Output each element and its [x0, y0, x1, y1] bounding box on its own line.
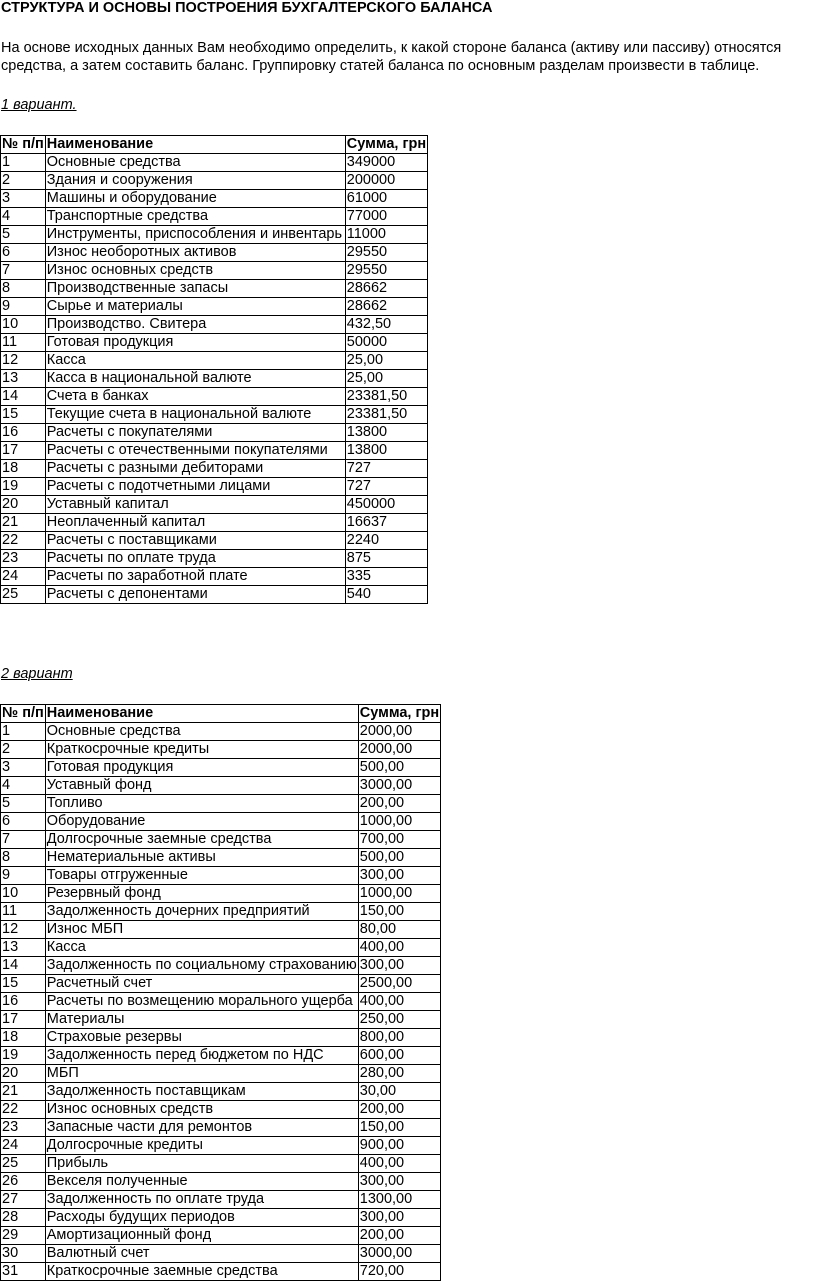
row-number: 22 — [1, 532, 46, 550]
item-name: Задолженность поставщикам — [45, 1083, 358, 1101]
table-row — [1, 532, 428, 550]
item-sum: 200,00 — [358, 795, 440, 813]
item-sum: 16637 — [345, 514, 427, 532]
item-sum: 2500,00 — [358, 975, 440, 993]
item-name: Материалы — [45, 1011, 358, 1029]
item-name: Долгосрочные кредиты — [45, 1137, 358, 1155]
item-sum: 727 — [345, 478, 427, 496]
table-row — [1, 172, 428, 190]
row-number: 10 — [1, 316, 46, 334]
table-row — [1, 1011, 441, 1029]
item-name: Задолженность по оплате труда — [45, 1191, 358, 1209]
item-name: Износ основных средств — [45, 1101, 358, 1119]
variant-2-label: 2 вариант — [1, 666, 73, 682]
row-number: 6 — [1, 813, 46, 831]
row-number: 6 — [1, 244, 46, 262]
item-sum: 900,00 — [358, 1137, 440, 1155]
row-number: 17 — [1, 442, 46, 460]
item-name: Задолженность перед бюджетом по НДС — [45, 1047, 358, 1065]
item-sum: 28662 — [345, 298, 427, 316]
table-row — [1, 262, 428, 280]
table-row — [1, 975, 441, 993]
item-name: Касса — [45, 352, 345, 370]
table-row — [1, 723, 441, 741]
item-name: Задолженность по социальному страхованию — [46, 957, 357, 973]
row-number: 21 — [1, 514, 46, 532]
table-row — [1, 1191, 441, 1209]
item-sum: 400,00 — [358, 1155, 440, 1173]
item-name: Оборудование — [45, 813, 358, 831]
table-header-row — [1, 705, 441, 723]
row-number: 18 — [1, 1029, 46, 1047]
row-number: 22 — [1, 1101, 46, 1119]
row-number: 26 — [1, 1173, 46, 1191]
row-number: 3 — [1, 759, 46, 777]
item-sum: 400,00 — [358, 993, 440, 1011]
item-name: Прибыль — [45, 1155, 358, 1173]
item-name: Транспортные средства — [45, 208, 345, 226]
table-row — [1, 903, 441, 921]
item-sum: 1000,00 — [358, 885, 440, 903]
item-sum: 200,00 — [358, 1227, 440, 1245]
item-name: МБП — [45, 1065, 358, 1083]
row-number: 27 — [1, 1191, 46, 1209]
row-number: 11 — [1, 903, 46, 921]
row-number: 16 — [1, 424, 46, 442]
item-sum: 29550 — [345, 262, 427, 280]
row-number: 8 — [1, 280, 46, 298]
table-row — [1, 406, 428, 424]
table-row — [1, 1173, 441, 1191]
table-row — [1, 1101, 441, 1119]
row-number: 7 — [1, 831, 46, 849]
table-row — [1, 1137, 441, 1155]
item-sum: 400,00 — [358, 939, 440, 957]
item-name: Производство. Свитера — [45, 316, 345, 334]
item-sum: 432,50 — [345, 316, 427, 334]
item-name: Расчеты с покупателями — [45, 424, 345, 442]
row-number: 18 — [1, 460, 46, 478]
item-sum: 30,00 — [358, 1083, 440, 1101]
table-row — [1, 849, 441, 867]
item-sum: 2240 — [345, 532, 427, 550]
column-header-number: № п/п — [2, 705, 44, 721]
table-row — [1, 939, 441, 957]
row-number: 12 — [1, 352, 46, 370]
item-name: Расчеты по заработной плате — [45, 568, 345, 586]
item-name: Долгосрочные заемные средства — [45, 831, 358, 849]
item-name: Износ основных средств — [45, 262, 345, 280]
item-sum: 3000,00 — [358, 777, 440, 795]
table-row — [1, 921, 441, 939]
document-title: СТРУКТУРА И ОСНОВЫ ПОСТРОЕНИЯ БУХГАЛТЕРСКОГО БАЛАНСА — [1, 0, 493, 16]
row-number: 21 — [1, 1083, 46, 1101]
item-name: Расчеты с отечественными покупателями — [45, 442, 345, 460]
item-sum: 29550 — [345, 244, 427, 262]
item-sum: 200,00 — [358, 1101, 440, 1119]
item-sum: 450000 — [345, 496, 427, 514]
table-row — [1, 352, 428, 370]
item-sum: 250,00 — [358, 1011, 440, 1029]
item-name: Валютный счет — [45, 1245, 358, 1263]
variant-1-table-body — [1, 154, 428, 604]
item-sum: 11000 — [345, 226, 427, 244]
table-row — [1, 298, 428, 316]
row-number: 16 — [1, 993, 46, 1011]
item-name: Товары отгруженные — [45, 867, 358, 885]
row-number: 9 — [1, 867, 46, 885]
item-name: Расчеты по оплате труда — [45, 550, 345, 568]
row-number: 28 — [1, 1209, 46, 1227]
item-name: Амортизационный фонд — [45, 1227, 358, 1245]
table-row — [1, 741, 441, 759]
item-sum: 150,00 — [358, 1119, 440, 1137]
item-sum: 13800 — [345, 424, 427, 442]
row-number: 9 — [1, 298, 46, 316]
table-row — [1, 244, 428, 262]
table-row — [1, 885, 441, 903]
item-name: Запасные части для ремонтов — [45, 1119, 358, 1137]
table-row — [1, 190, 428, 208]
item-sum: 727 — [345, 460, 427, 478]
row-number: 13 — [1, 370, 46, 388]
item-sum: 300,00 — [358, 1209, 440, 1227]
variant-2-table — [0, 704, 441, 1281]
table-row — [1, 586, 428, 604]
table-row — [1, 1119, 441, 1137]
row-number: 5 — [1, 226, 46, 244]
item-name: Резервный фонд — [45, 885, 358, 903]
row-number: 23 — [1, 550, 46, 568]
table-row — [1, 795, 441, 813]
item-sum: 1300,00 — [358, 1191, 440, 1209]
item-sum: 280,00 — [358, 1065, 440, 1083]
item-name: Задолженность дочерних предприятий — [45, 903, 358, 921]
item-sum: 335 — [345, 568, 427, 586]
item-sum: 80,00 — [358, 921, 440, 939]
row-number: 30 — [1, 1245, 46, 1263]
item-sum: 500,00 — [358, 849, 440, 867]
item-name: Расчеты по возмещению морального ущерба — [45, 993, 358, 1011]
item-sum: 2000,00 — [358, 741, 440, 759]
table-row — [1, 496, 428, 514]
item-sum: 77000 — [345, 208, 427, 226]
table-row — [1, 1245, 441, 1263]
item-sum: 720,00 — [358, 1263, 440, 1281]
item-sum: 28662 — [345, 280, 427, 298]
row-number: 10 — [1, 885, 46, 903]
item-name: Нематериальные активы — [45, 849, 358, 867]
table-header-row — [1, 136, 428, 154]
table-row — [1, 514, 428, 532]
row-number: 20 — [1, 1065, 46, 1083]
item-sum: 600,00 — [358, 1047, 440, 1065]
item-name: Основные средства — [45, 723, 358, 741]
table-row — [1, 777, 441, 795]
column-header-name: Наименование — [45, 136, 345, 154]
item-sum: 13800 — [345, 442, 427, 460]
table-row — [1, 226, 428, 244]
item-name: Расходы будущих периодов — [45, 1209, 358, 1227]
row-number: 1 — [1, 723, 46, 741]
item-name: Готовая продукция — [45, 759, 358, 777]
row-number: 15 — [1, 406, 46, 424]
row-number: 15 — [1, 975, 46, 993]
row-number: 20 — [1, 496, 46, 514]
table-row — [1, 280, 428, 298]
table-row — [1, 1047, 441, 1065]
item-name: Страховые резервы — [45, 1029, 358, 1047]
item-sum: 300,00 — [358, 867, 440, 885]
item-name: Расчеты с разными дебиторами — [45, 460, 345, 478]
row-number: 2 — [1, 741, 46, 759]
variant-1-label: 1 вариант. — [1, 97, 77, 113]
item-sum: 150,00 — [358, 903, 440, 921]
row-number: 23 — [1, 1119, 46, 1137]
row-number: 2 — [1, 172, 46, 190]
item-name: Сырье и материалы — [45, 298, 345, 316]
row-number: 19 — [1, 478, 46, 496]
row-number: 7 — [1, 262, 46, 280]
table-row — [1, 154, 428, 172]
row-number: 25 — [1, 1155, 46, 1173]
row-number: 8 — [1, 849, 46, 867]
row-number: 17 — [1, 1011, 46, 1029]
row-number: 24 — [1, 568, 46, 586]
row-number: 29 — [1, 1227, 46, 1245]
table-row — [1, 442, 428, 460]
row-number: 4 — [1, 777, 46, 795]
table-row — [1, 460, 428, 478]
item-name: Износ необоротных активов — [45, 244, 345, 262]
table-row — [1, 993, 441, 1011]
item-sum: 300,00 — [358, 957, 440, 975]
item-sum: 23381,50 — [345, 388, 427, 406]
column-header-sum: Сумма, грн — [346, 136, 427, 152]
table-row — [1, 813, 441, 831]
column-header-name: Наименование — [45, 705, 358, 723]
column-header-number: № п/п — [2, 136, 44, 152]
table-row — [1, 424, 428, 442]
item-name: Расчеты с депонентами — [45, 586, 345, 604]
table-row — [1, 1263, 441, 1281]
item-name: Текущие счета в национальной валюте — [45, 406, 345, 424]
item-sum: 23381,50 — [345, 406, 427, 424]
item-sum: 3000,00 — [358, 1245, 440, 1263]
table-row — [1, 334, 428, 352]
item-name: Расчетный счет — [45, 975, 358, 993]
table-row — [1, 208, 428, 226]
item-sum: 500,00 — [358, 759, 440, 777]
column-header-sum: Сумма, грн — [359, 705, 440, 721]
variant-2-table-body — [1, 723, 441, 1281]
table-row — [1, 370, 428, 388]
item-name: Износ МБП — [45, 921, 358, 939]
item-name: Краткосрочные заемные средства — [45, 1263, 358, 1281]
row-number: 31 — [1, 1263, 46, 1281]
table-row — [1, 831, 441, 849]
item-sum: 540 — [345, 586, 427, 604]
item-sum: 875 — [345, 550, 427, 568]
item-name: Векселя полученные — [45, 1173, 358, 1191]
table-row — [1, 1065, 441, 1083]
row-number: 14 — [1, 957, 46, 975]
item-sum: 700,00 — [358, 831, 440, 849]
task-description: На основе исходных данных Вам необходимо определить, к какой стороне баланса (активу или пассиву) относятся средства, а затем составить баланс. Группировку статей баланса по основным разделам произвести в таблице. — [1, 40, 782, 74]
table-row — [1, 568, 428, 586]
item-sum: 200000 — [345, 172, 427, 190]
table-row — [1, 867, 441, 885]
item-name: Счета в банках — [45, 388, 345, 406]
table-row — [1, 550, 428, 568]
item-sum: 300,00 — [358, 1173, 440, 1191]
variant-1-table — [0, 135, 428, 604]
row-number: 13 — [1, 939, 46, 957]
row-number: 14 — [1, 388, 46, 406]
item-name: Касса — [45, 939, 358, 957]
item-name: Производственные запасы — [45, 280, 345, 298]
item-name: Инструменты, приспособления и инвентарь — [45, 226, 345, 244]
item-sum: 25,00 — [345, 352, 427, 370]
item-name: Здания и сооружения — [45, 172, 345, 190]
row-number: 3 — [1, 190, 46, 208]
table-row — [1, 1029, 441, 1047]
item-name: Уставный капитал — [45, 496, 345, 514]
item-sum: 1000,00 — [358, 813, 440, 831]
item-sum: 349000 — [345, 154, 427, 172]
table-row — [1, 1083, 441, 1101]
table-row — [1, 759, 441, 777]
item-name: Расчеты с поставщиками — [45, 532, 345, 550]
item-name: Расчеты с подотчетными лицами — [45, 478, 345, 496]
item-sum: 2000,00 — [358, 723, 440, 741]
row-number: 12 — [1, 921, 46, 939]
row-number: 5 — [1, 795, 46, 813]
row-number: 1 — [1, 154, 46, 172]
table-row — [1, 1209, 441, 1227]
table-row — [1, 957, 441, 975]
row-number: 19 — [1, 1047, 46, 1065]
row-number: 24 — [1, 1137, 46, 1155]
row-number: 4 — [1, 208, 46, 226]
item-name: Касса в национальной валюте — [45, 370, 345, 388]
item-name: Основные средства — [45, 154, 345, 172]
item-name: Краткосрочные кредиты — [45, 741, 358, 759]
item-name: Уставный фонд — [45, 777, 358, 795]
row-number: 11 — [1, 334, 46, 352]
row-number: 25 — [1, 586, 46, 604]
table-row — [1, 1155, 441, 1173]
item-sum: 25,00 — [345, 370, 427, 388]
item-sum: 50000 — [345, 334, 427, 352]
table-row — [1, 478, 428, 496]
item-name: Неоплаченный капитал — [45, 514, 345, 532]
item-name: Готовая продукция — [45, 334, 345, 352]
item-name: Топливо — [45, 795, 358, 813]
item-sum: 800,00 — [358, 1029, 440, 1047]
item-sum: 61000 — [345, 190, 427, 208]
table-row — [1, 388, 428, 406]
table-row — [1, 316, 428, 334]
item-name: Машины и оборудование — [45, 190, 345, 208]
table-row — [1, 1227, 441, 1245]
